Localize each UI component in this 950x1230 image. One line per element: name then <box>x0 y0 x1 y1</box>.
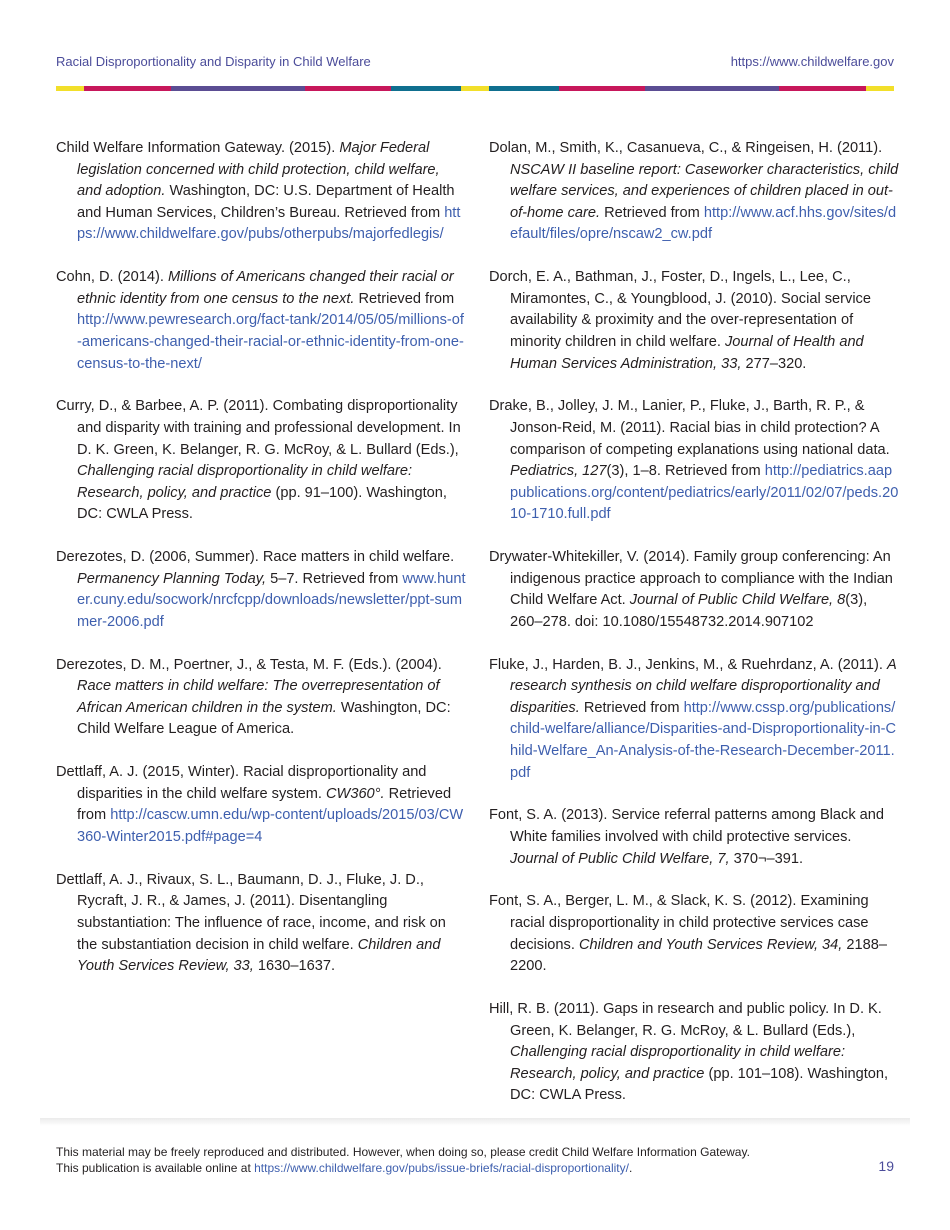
reference-entry: Child Welfare Information Gateway. (2015). Major Federal legislation concerned with child protection, child welfare, and adoption. Washington, DC: U.S. Department of Health and Human Services, Children’s Bureau. Retrieved from https://www.childwelfare.gov/pubs/otherpubs/majorfedlegis/ <box>56 140 461 243</box>
color-bar-segment <box>559 86 645 91</box>
reference-link[interactable]: www.hunter.cuny.edu/socwork/nrcfcpp/downloads/newsletter/ppt-summer-2006.pdf <box>77 570 466 630</box>
reference-entry: Dettlaff, A. J. (2015, Winter). Racial disproportionality and disparities in the child welfare system. CW360°. Retrieved from http://cascw.umn.edu/wp-content/uploads/2015/03/CW360-Winter2015.pdf#page=4 <box>56 764 464 845</box>
references-right-column <box>489 138 899 1128</box>
color-bar-segment <box>645 86 779 91</box>
reference-entry: Fluke, J., Harden, B. J., Jenkins, M., & Ruehrdanz, A. (2011). A research synthesis on child welfare disproportionality and disparities. Retrieved from http://www.cssp.org/publications/child-welfare/alliance/Disparities-and-Disproportionality-in-Child-Welfare_An-Analysis-of-the-Research-December-2011.pdf <box>489 656 897 781</box>
reference-link[interactable]: http://cascw.umn.edu/wp-content/uploads/2015/03/CW360-Winter2015.pdf#page=4 <box>77 807 464 845</box>
header-color-bar <box>56 86 894 91</box>
reference-entry: Font, S. A. (2013). Service referral patterns among Black and White families involved with child protective services. Journal of Public Child Welfare, 7, 370¬–391. <box>489 807 885 867</box>
color-bar-segment <box>391 86 461 91</box>
references-left-column <box>56 138 466 999</box>
color-bar-segment <box>305 86 391 91</box>
reference-link[interactable]: http://www.cssp.org/publications/child-welfare/alliance/Disparities-and-Disproportionality-in-Child-Welfare_An-Analysis-of-the-Research-December-2011.pdf <box>510 699 897 781</box>
header-url-link[interactable]: https://www.childwelfare.gov <box>730 54 894 69</box>
page-footer <box>56 1144 894 1176</box>
reference-link[interactable]: https://www.childwelfare.gov/pubs/otherpubs/majorfedlegis/ <box>77 204 461 243</box>
reference-entry: Dolan, M., Smith, K., Casanueva, C., & Ringeisen, H. (2011). NSCAW II baseline report: Caseworker characteristics, child welfare services, and experiences of children placed in out-of-home care. Retrieved from http://www.acf.hhs.gov/sites/default/files/opre/nscaw2_cw.pdf <box>489 140 899 243</box>
page-header <box>56 54 894 74</box>
color-bar-segment <box>779 86 866 91</box>
reference-link[interactable]: http://www.acf.hhs.gov/sites/default/files/opre/nscaw2_cw.pdf <box>510 204 897 243</box>
reference-entry: Curry, D., & Barbee, A. P. (2011). Combating disproportionality and disparity with training and professional development. In D. K. Green, K. Belanger, R. G. McRoy, & L. Bullard (Eds.), Challenging racial disproportionality in child welfare: Research, policy, and practice (pp. 91–100). Washington, DC: CWLA Press. <box>56 398 461 523</box>
header-title: Racial Disproportionality and Disparity in Child Welfare <box>56 54 371 69</box>
color-bar-segment <box>84 86 171 91</box>
color-bar-segment <box>56 86 84 91</box>
footer-publication-link[interactable]: https://www.childwelfare.gov/pubs/issue-briefs/racial-disproportionality/ <box>254 1161 629 1175</box>
page-number: 19 <box>878 1158 894 1174</box>
color-bar-segment <box>461 86 489 91</box>
reference-link[interactable]: http://www.pewresearch.org/fact-tank/2014/05/05/millions-of-americans-changed-their-racial-or-ethnic-identity-from-one-census-to-the-next/ <box>77 312 464 372</box>
footer-divider-shadow <box>40 1118 910 1126</box>
reference-entry: Drake, B., Jolley, J. M., Lanier, P., Fluke, J., Barth, R. P., & Jonson-Reid, M. (2011). Racial bias in child protection? A comparison of competing explanations using national data. Pediatrics, 127(3), 1–8. Retrieved from http://pediatrics.aappublications.org/content/pediatrics/early/2011/02/07/peds.2010-1710.full.pdf <box>489 398 899 523</box>
reference-entry: Derezotes, D. M., Poertner, J., & Testa, M. F. (Eds.). (2004). Race matters in child welfare: The overrepresentation of African American children in the system. Washington, DC: Child Welfare League of America. <box>56 656 451 738</box>
color-bar-segment <box>489 86 559 91</box>
reference-entry: Hill, R. B. (2011). Gaps in research and public policy. In D. K. Green, K. Belanger, R. G. McRoy, & L. Bullard (Eds.), Challenging racial disproportionality in child welfare: Research, policy, and practice (pp. 101–108). Washington, DC: CWLA Press. <box>489 1000 889 1104</box>
reference-entry: Drywater-Whitekiller, V. (2014). Family group conferencing: An indigenous practice approach to compliance with the Indian Child Welfare Act. Journal of Public Child Welfare, 8(3), 260–278. doi: 10.1080/15548732.2014.907102 <box>489 549 893 630</box>
color-bar-segment <box>866 86 894 91</box>
reference-entry: Dorch, E. A., Bathman, J., Foster, D., Ingels, L., Lee, C., Miramontes, C., & Youngblood, J. (2010). Social service availability & proximity and the over-representation of minority children in child welfare. Journal of Health and Human Services Administration, 33, 277–320. <box>489 269 871 372</box>
footer-credit-line: This material may be freely reproduced and distributed. However, when doing so, please credit Child Welfare Information Gateway. <box>56 1145 750 1159</box>
footer-availability-line: This publication is available online at https://www.childwelfare.gov/pubs/issue-briefs/racial-disproportionality/. <box>56 1161 633 1175</box>
color-bar-segment <box>171 86 305 91</box>
reference-entry: Derezotes, D. (2006, Summer). Race matters in child welfare. Permanency Planning Today, 5–7. Retrieved from www.hunter.cuny.edu/socwork/nrcfcpp/downloads/newsletter/ppt-summer-2006.pdf <box>56 549 466 630</box>
reference-entry: Cohn, D. (2014). Millions of Americans changed their racial or ethnic identity from one census to the next. Retrieved from http://www.pewresearch.org/fact-tank/2014/05/05/millions-of-americans-changed-their-racial-or-ethnic-identity-from-one-census-to-the-next/ <box>56 269 464 372</box>
reference-link[interactable]: http://pediatrics.aappublications.org/content/pediatrics/early/2011/02/07/peds.2010-1710.full.pdf <box>510 463 899 523</box>
reference-entry: Font, S. A., Berger, L. M., & Slack, K. S. (2012). Examining racial disproportionality in child protective services case decisions. Children and Youth Services Review, 34, 2188–2200. <box>489 893 887 975</box>
reference-entry: Dettlaff, A. J., Rivaux, S. L., Baumann, D. J., Fluke, J. D., Rycraft, J. R., & James, J. (2011). Disentangling substantiation: The influence of race, income, and risk on the substantiation decision in child welfare. Children and Youth Services Review, 33, 1630–1637. <box>56 871 446 975</box>
